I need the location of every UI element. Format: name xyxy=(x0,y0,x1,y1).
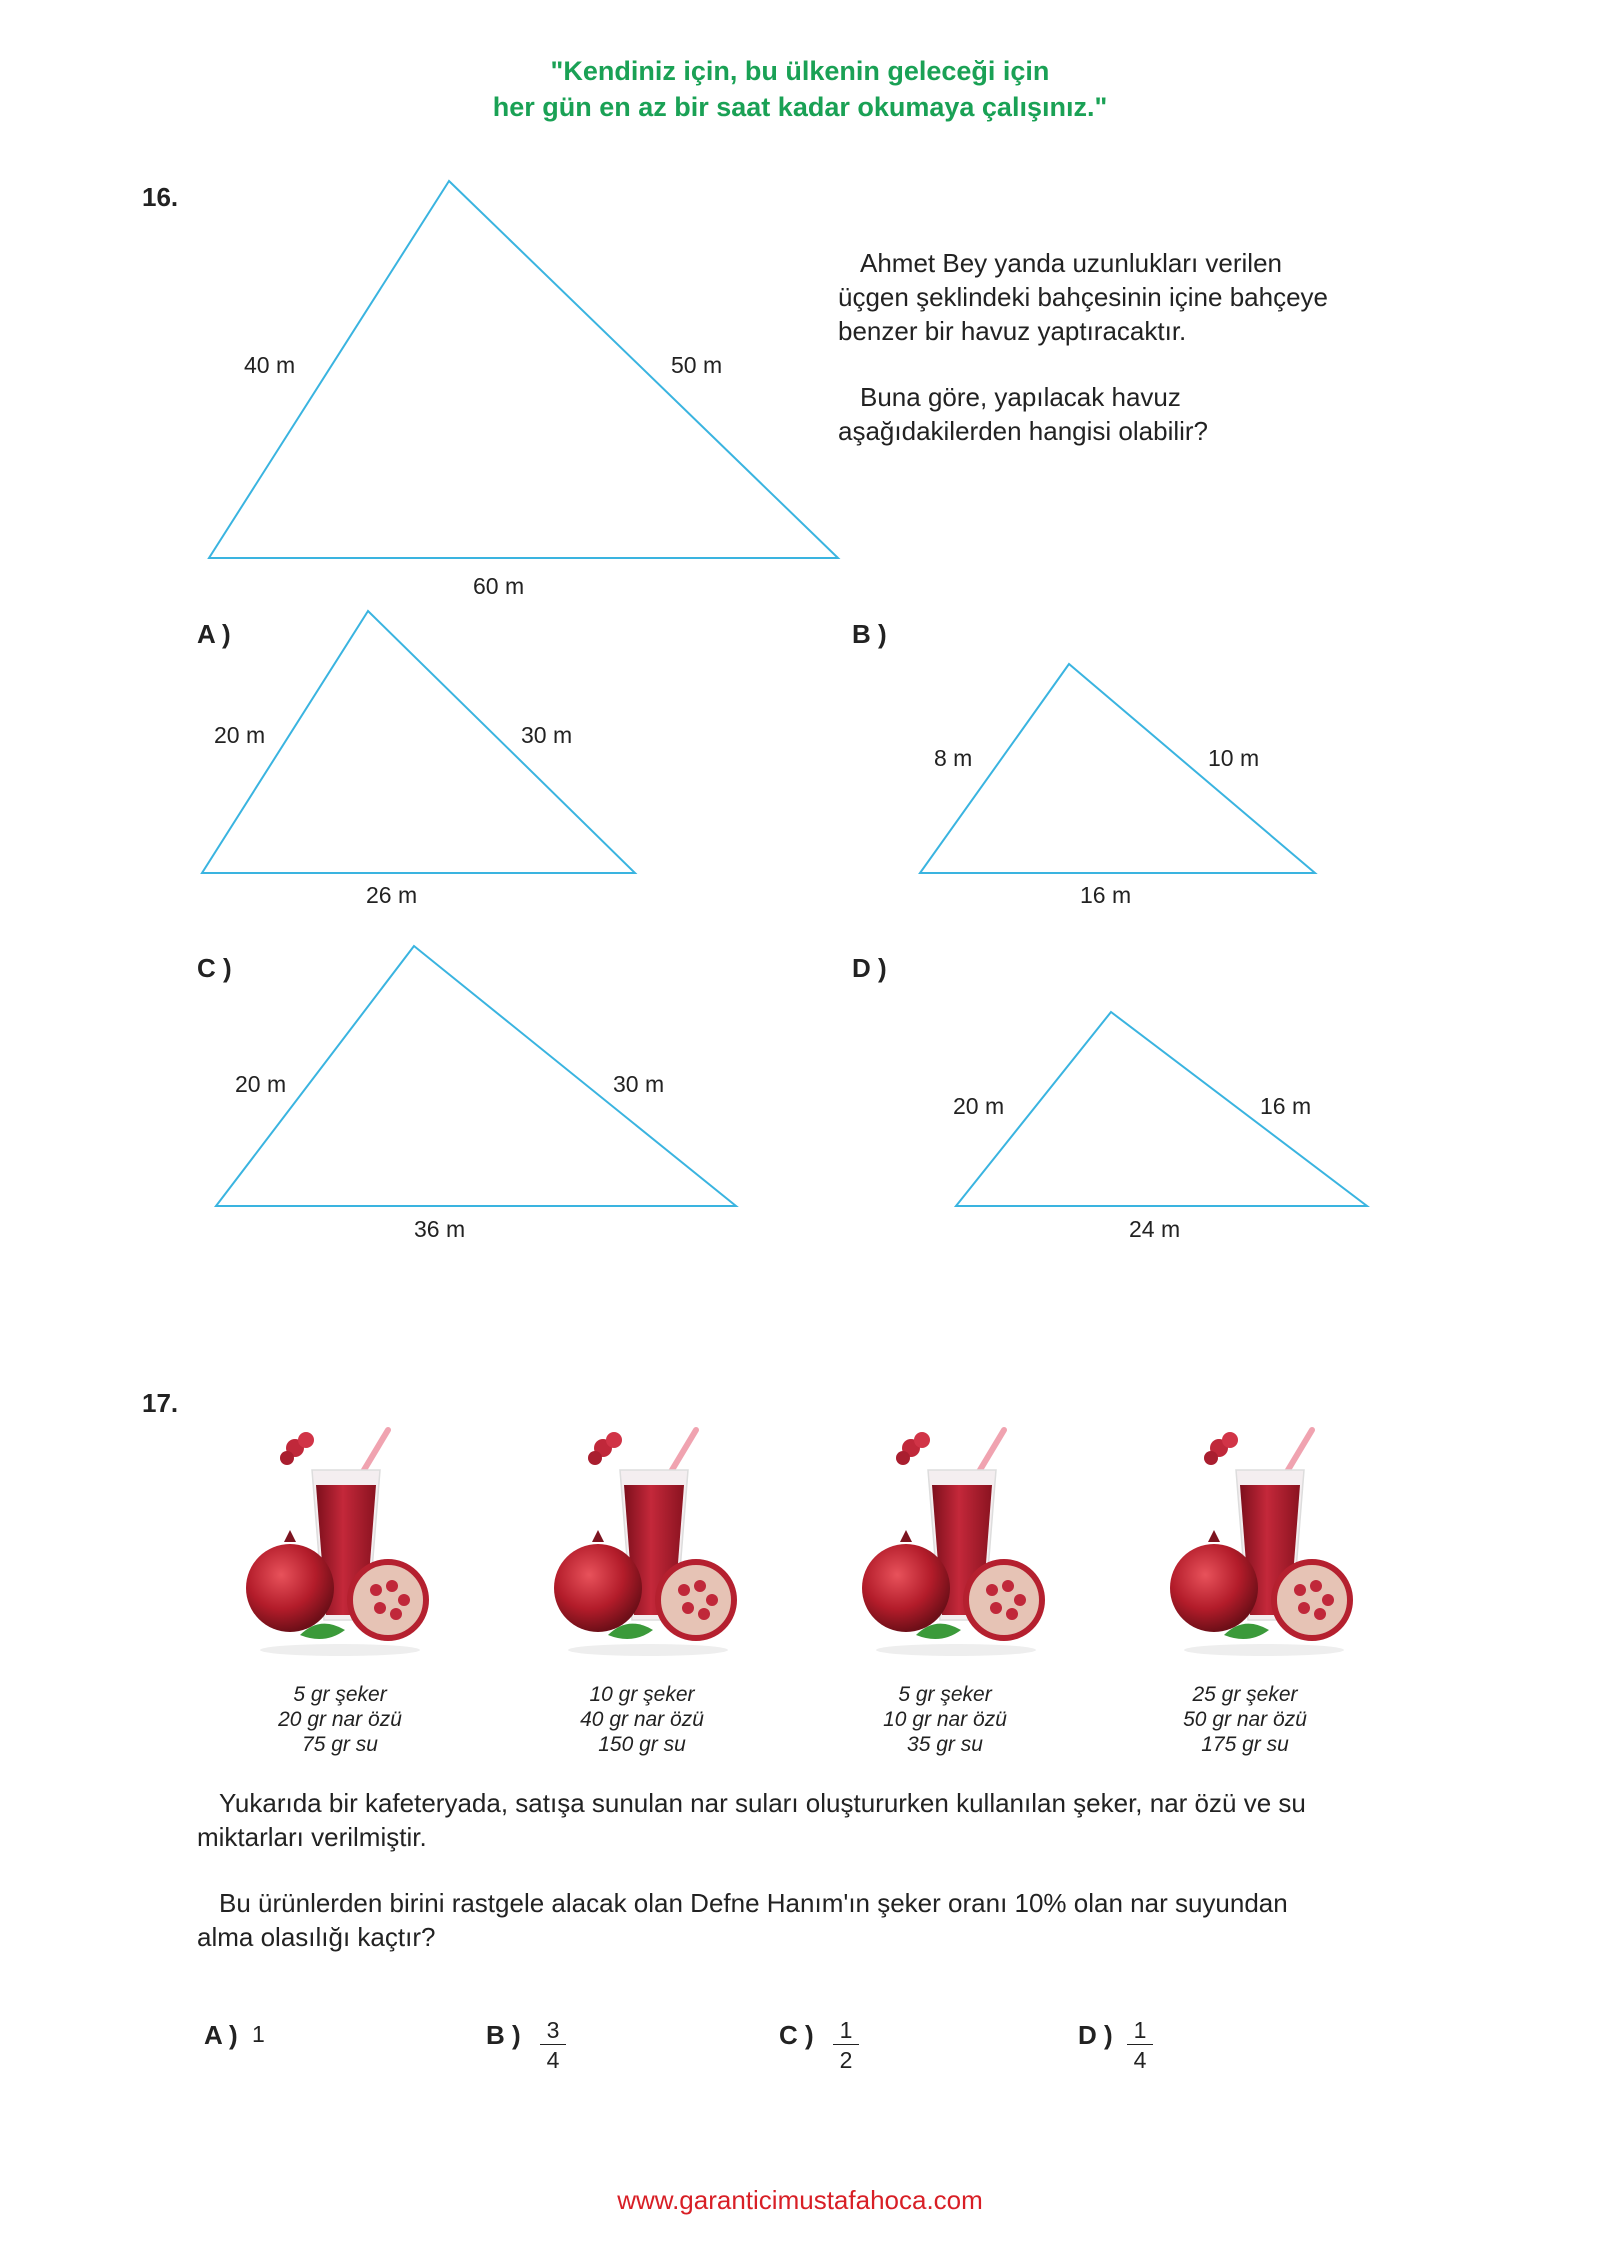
q17-question-line: Bu ürünlerden birini rastgele alacak olan Defne Hanım'ın şeker oranı 10% olan nar suyundan xyxy=(219,1888,1288,1918)
option-d-base-label: 24 m xyxy=(1129,1216,1181,1242)
fraction-denominator: 4 xyxy=(546,2047,560,2073)
q16-text-line: benzer bir havuz yaptıracaktır. xyxy=(838,316,1187,346)
question-16-number: 16. xyxy=(142,182,179,212)
juice-3-caption xyxy=(825,1682,1065,1757)
q17-option-a-label[interactable]: A ) xyxy=(204,2020,238,2050)
option-c-right-label: 30 m xyxy=(613,1071,665,1097)
q17-text-line: miktarları verilmiştir. xyxy=(197,1822,427,1852)
q17-option-d-label[interactable]: D ) xyxy=(1078,2020,1113,2050)
option-a-right-label: 30 m xyxy=(521,722,573,748)
option-c-label[interactable]: C ) xyxy=(197,953,232,983)
fraction-denominator: 2 xyxy=(839,2047,853,2073)
pomegranate-juice-image-1 xyxy=(240,1410,440,1660)
juice-water: 175 gr su xyxy=(1201,1733,1289,1756)
option-a-label[interactable]: A ) xyxy=(197,619,231,649)
juice-water: 35 gr su xyxy=(907,1733,983,1756)
option-a-left-label: 20 m xyxy=(214,722,266,748)
juice-sugar: 5 gr şeker xyxy=(293,1683,387,1706)
juice-1-caption xyxy=(220,1682,460,1757)
option-a-base-label: 26 m xyxy=(366,882,418,908)
juice-essence: 20 gr nar özü xyxy=(278,1708,402,1731)
q17-option-c-label[interactable]: C ) xyxy=(779,2020,814,2050)
option-b-label[interactable]: B ) xyxy=(852,619,887,649)
fraction-denominator: 4 xyxy=(1133,2047,1147,2073)
q17-text-line: Yukarıda bir kafeteryada, satışa sunulan nar suları oluştururken kullanılan şeker, nar özü ve su xyxy=(219,1788,1306,1818)
q17-option-a-value: 1 xyxy=(252,2021,265,2047)
question-16-text xyxy=(838,246,1378,448)
option-b-base-label: 16 m xyxy=(1080,882,1132,908)
main-triangle xyxy=(209,181,838,558)
juice-4-caption xyxy=(1125,1682,1365,1757)
q17-option-c-fraction xyxy=(833,2016,859,2075)
q17-option-d-fraction xyxy=(1127,2016,1153,2075)
pomegranate-juice-image-4 xyxy=(1164,1410,1364,1660)
option-b-left-label: 8 m xyxy=(934,745,973,771)
motto-line-1: "Kendiniz için, bu ülkenin geleceği için xyxy=(550,56,1050,86)
option-b-right-label: 10 m xyxy=(1208,745,1260,771)
q17-option-b-fraction xyxy=(540,2016,566,2075)
option-d-right-label: 16 m xyxy=(1260,1093,1312,1119)
option-d-left-label: 20 m xyxy=(953,1093,1005,1119)
question-17-number: 17. xyxy=(142,1388,179,1418)
footer-url[interactable]: www.garanticimustafahoca.com xyxy=(617,2185,983,2215)
juice-essence: 10 gr nar özü xyxy=(883,1708,1007,1731)
fraction-numerator: 1 xyxy=(833,2016,859,2045)
juice-sugar: 5 gr şeker xyxy=(898,1683,992,1706)
pomegranate-juice-image-3 xyxy=(856,1410,1056,1660)
fraction-numerator: 3 xyxy=(540,2016,566,2045)
q16-text-line: Ahmet Bey yanda uzunlukları verilen xyxy=(860,248,1283,278)
option-c-left-label: 20 m xyxy=(235,1071,287,1097)
option-c-base-label: 36 m xyxy=(414,1216,466,1242)
main-base-label: 60 m xyxy=(473,573,525,599)
juice-sugar: 25 gr şeker xyxy=(1192,1683,1298,1706)
main-left-side-label: 40 m xyxy=(244,352,296,378)
juice-water: 150 gr su xyxy=(598,1733,686,1756)
juice-2-caption xyxy=(522,1682,762,1757)
juice-water: 75 gr su xyxy=(302,1733,378,1756)
option-d-label[interactable]: D ) xyxy=(852,953,887,983)
fraction-numerator: 1 xyxy=(1127,2016,1153,2045)
main-right-side-label: 50 m xyxy=(671,352,723,378)
q17-question-line: alma olasılığı kaçtır? xyxy=(197,1922,436,1952)
q16-question-line: Buna göre, yapılacak havuz xyxy=(860,382,1181,412)
q16-question-line: aşağıdakilerden hangisi olabilir? xyxy=(838,416,1209,446)
q17-option-b-label[interactable]: B ) xyxy=(486,2020,521,2050)
juice-sugar: 10 gr şeker xyxy=(589,1683,695,1706)
juice-essence: 50 gr nar özü xyxy=(1183,1708,1307,1731)
pomegranate-juice-image-2 xyxy=(548,1410,748,1660)
juice-essence: 40 gr nar özü xyxy=(580,1708,704,1731)
motto-line-2: her gün en az bir saat kadar okumaya çalışınız." xyxy=(492,92,1108,122)
q16-text-line: üçgen şeklindeki bahçesinin içine bahçeye xyxy=(838,282,1328,312)
question-17-text xyxy=(197,1786,1447,1954)
